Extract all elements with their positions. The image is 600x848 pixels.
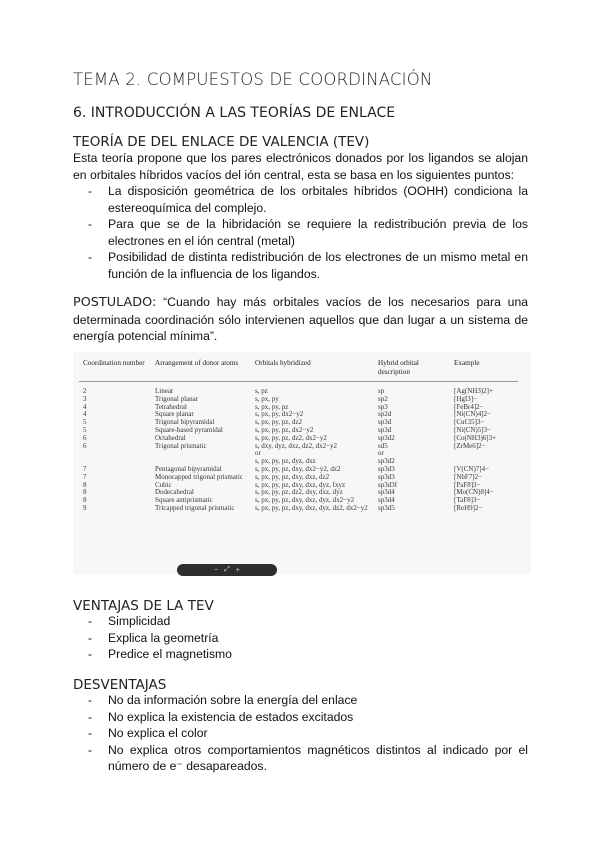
table-cell: Square antiprismatic [155,496,213,505]
table-cell: Octahedral [155,433,186,442]
table-cell: Monocapped trigonal prismatic [155,472,243,481]
list-item: - No explica el color [88,725,528,742]
points-list [88,183,528,283]
intro-paragraph: Esta teoría propone que los pares electrónicos donados por los ligandos se alojan en orbitales híbridos vacíos del ión central, esta se basa en los siguientes puntos: [73,151,528,182]
list-item: - La disposición geométrica de los orbitales híbridos (OOHH) condiciona la estereoquímica del complejo. [88,183,528,216]
table-cell: 8 [83,496,87,505]
postulado-paragraph [73,294,528,345]
postulado-text: “Cuando hay más orbitales vacíos de los necesarios para una determinada coordinación sólo intervienen aquellos que dan lugar a un sistema de energía potencial mínima”. [73,295,528,344]
page-title: TEMA 2. COMPUESTOS DE COORDINACIÓN [73,70,433,89]
table-cell: s, px, py, pz, dxy, dxz, dyz, fxyz [255,480,346,489]
table-cell: sp3d [378,418,392,427]
desventajas-list [88,692,528,775]
table-cell: 9 [83,503,87,512]
table-cell: 5 [83,425,87,434]
table-header: Orbitals hybridized [251,356,374,382]
list-item: - No da información sobre la energía del enlace [88,692,528,709]
table-cell: 7 [83,464,87,473]
list-item: - Simplicidad [88,613,528,630]
table-cell: Trigonal bipyramidal [155,418,215,427]
table-cell: s, px, py, dx2−y2 [255,410,304,419]
zoom-in-button[interactable]: + [235,566,240,574]
table-cell: sp3 [378,402,388,411]
table-cell: [Co(NH3)6]3+ [454,433,497,442]
table-cell: s, px, py [255,394,279,403]
table-cell: [NbF7]2− [454,472,483,481]
table-cell: 4 [83,402,87,411]
ventajas-list [88,613,528,663]
table-cell: 8 [83,488,87,497]
table-cell: s, px, py, pz, dxy, dx2−y2, dz2 [255,464,341,473]
table-cell: 5 [83,418,87,427]
table-cell [151,450,251,458]
table-cell: or [255,449,261,458]
list-item: - Explica la geometría [88,630,528,647]
table-cell: [ZrMe6]2− [454,441,486,450]
table-header: Coordination number [79,356,151,382]
table-cell: Tricapped trigonal prismatic [155,503,235,512]
table-cell: [ReH9]2− [454,503,483,512]
table-cell: [PaF8]3− [454,480,481,489]
table-row [79,443,518,451]
table-cell: 6 [83,441,87,450]
table-cell: s, px, py, pz, dz2, dx2−y2 [255,433,327,442]
table-cell: s, px, py, pz, dxy, dxz, dyz, dz2, dx2−y2 [255,503,368,512]
list-item: - Predice el magnetismo [88,646,528,663]
table-cell: Trigonal planar [155,394,199,403]
table-cell: sp3d4 [378,488,395,497]
table-cell: sp3d2 [378,457,395,466]
table-cell: s, px, py, pz, dx2−y2 [255,425,314,434]
table-header: Arrangement of donor atoms [151,356,251,382]
hybridization-table [79,356,518,513]
table-cell: 6 [83,433,87,442]
table-cell: sp3d2 [378,433,395,442]
table-cell: 7 [83,472,87,481]
table-cell: [Mo(CN)8]4− [454,488,494,497]
table-cell: s, px, py, pz, dxy, dxz, dz2 [255,472,330,481]
postulado-label: POSTULADO: [73,295,157,310]
table-cell: 3 [83,394,87,403]
table-cell: Cubic [155,480,172,489]
zoom-out-button[interactable]: − [214,566,219,574]
table-cell: [Ni(CN)4]2− [454,410,491,419]
table-row [79,505,518,513]
table-cell: sp3d4 [378,496,395,505]
table-row [79,382,518,396]
table-cell: [Ni(CN)5]3− [454,425,491,434]
table-cell: s, px, py, pz [255,402,289,411]
table-header: Hybrid orbital description [374,356,450,382]
table-cell: [FeBr4]2− [454,402,484,411]
table-cell: sp3d3f [378,480,398,489]
table-cell [79,450,151,458]
list-item: - Para que se de la hibridación se requiere la redistribución previa de los electrones en el ión central (metal) [88,216,528,249]
table-row [79,396,518,404]
section-heading: 6. INTRODUCCIÓN A LAS TEORÍAS DE ENLACE [73,105,396,121]
image-zoom-toolbar [177,564,277,576]
table-cell: sp2d [378,410,392,419]
table-cell: sd5 [378,441,388,450]
table-cell: sp3d [378,425,392,434]
table-cell [450,450,518,458]
table-cell: s, dxy, dyz, dxz, dz2, dx2−y2 [255,441,338,450]
table-cell: or [378,449,384,458]
table-cell: s, px, py, pz, dz2, dxy, dxz, dyz [255,488,343,497]
list-item: - Posibilidad de distinta redistribución de los electrones de un mismo metal en función de la influencia de los ligandos. [88,249,528,282]
table-cell [79,458,151,466]
expand-icon[interactable]: ⤢ [224,566,230,573]
table-header: Example [450,356,518,382]
table-cell: s, px, py, pz, dz2 [255,418,302,427]
table-cell: sp3d3 [378,472,395,481]
table-cell: 8 [83,480,87,489]
desventajas-heading: DESVENTAJAS [73,677,167,693]
table-cell: [Ag(NH3)2]+ [454,387,493,395]
subsection-heading: TEORÍA DE DEL ENLACE DE VALENCIA (TEV) [73,134,370,150]
table-cell: s, px, py, pz, dyz, dxz [255,457,316,466]
table-cell: [CuCl5]3− [454,418,485,427]
table-cell: sp [378,387,385,395]
table-cell: Tetrahedral [155,402,187,411]
table-cell: s, px, py, pz, dxy, dxz, dyz, dx2−y2 [255,496,355,505]
table-cell: [HgI3]− [454,394,477,403]
list-item: - No explica otros comportamientos magnéticos distintos al indicado por el número de e⁻ desapareados. [88,742,528,775]
table-cell: Dodecahedral [155,488,194,497]
table-cell: [V(CN)7]4− [454,464,490,473]
table-cell: Square-based pyramidal [155,425,223,434]
table-cell: Linear [155,387,174,395]
table-cell: sp2 [378,394,388,403]
table-cell: Pentagonal bipyramidal [155,464,222,473]
ventajas-heading: VENTAJAS DE LA TEV [73,598,214,614]
table-cell: 2 [83,387,87,395]
list-item: - No explica la existencia de estados excitados [88,709,528,726]
table-cell: s, pz [255,387,268,395]
table-cell: Square planar [155,410,194,419]
table-cell: Trigonal prismatic [155,441,207,450]
table-cell: sp3d5 [378,503,395,512]
table-cell: 4 [83,410,87,419]
table-cell: [TaF8]3− [454,496,481,505]
table-cell: sp3d3 [378,464,395,473]
hybridization-table-image [73,352,531,574]
